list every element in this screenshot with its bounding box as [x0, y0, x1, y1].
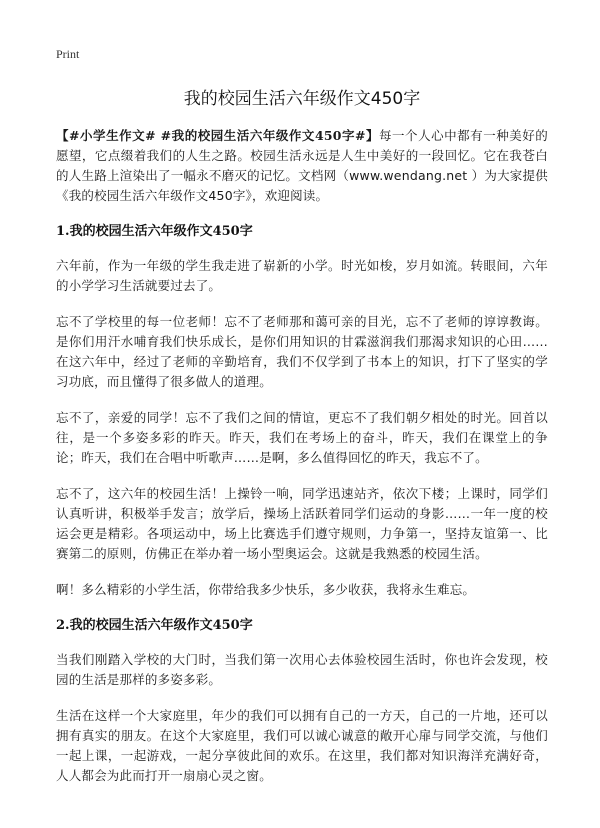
intro-paragraph: [56, 126, 548, 206]
section-2-heading: 2.我的校园生活六年级作文450字: [56, 618, 253, 633]
section-1-paragraph: 忘不了学校里的每一位老师！忘不了老师那和蔼可亲的目光，忘不了老师的谆谆教诲。是你们用汗水哺育我们快乐成长，是你们用知识的甘霖滋润我们那渴求知识的心田……在这六年中，经过了老师的辛勤培育，我们不仅学到了书本上的知识，打下了坚实的学习功底，而且懂得了很多做人的道理。: [56, 314, 548, 389]
section-1-paragraph: 忘不了，这六年的校园生活！上操铃一响，同学迅速站齐，依次下楼；上课时，同学们认真听讲，积极举手发言；放学后，操场上活跃着同学们运动的身影……一年一度的校运会更是精彩。各项运动中，场上比赛选手们遵守规则，力争第一，坚持友谊第一、比赛第二的原则，仿佛正在举办着一场小型奥运会。这就是我熟悉的校园生活。: [56, 486, 548, 561]
section-2-paragraph: 当我们刚踏入学校的大门时，当我们第一次用心去体验校园生活时，你也许会发现，校园的生活是那样的多姿多彩。: [56, 652, 548, 687]
section-2-paragraph: 生活在这样一个大家庭里，年少的我们可以拥有自己的一方天，自己的一片地，还可以拥有真实的朋友。在这个大家庭里，我们可以诚心诚意的敞开心扉与同学交流，与他们一起上课，一起游戏，一起分享彼此间的欢乐。在这里，我们都对知识海洋充满好奇，人人都会为此而打开一扇扇心灵之窗。: [56, 708, 548, 783]
document-title: 我的校园生活六年级作文450字: [183, 89, 421, 109]
section-1-paragraph: 六年前，作为一年级的学生我走进了崭新的小学。时光如梭，岁月如流。转眼间，六年的小学学习生活就要过去了。: [56, 258, 548, 293]
section-1-paragraph: 忘不了，亲爱的同学！忘不了我们之间的情谊，更忘不了我们朝夕相处的时光。回首以往，是一个多姿多彩的昨天。昨天，我们在考场上的奋斗，昨天，我们在课堂上的争论；昨天，我们在合唱中听歌声……是啊，多么值得回忆的昨天，我忘不了。: [56, 410, 548, 465]
intro-tags: 【#小学生作文# #我的校园生活六年级作文450字#】: [56, 128, 380, 143]
print-label: Print: [56, 47, 80, 61]
intro-text: 每一个人心中都有一种美好的愿望，它点缀着我们的人生之路。校园生活永远是人生中美好的一段回忆。它在我苍白的人生路上渲染出了一幅永不磨灭的记忆。文档网（www.wendang.net ）为大家提供《我的校园生活六年级作文450字》，欢迎阅读。: [56, 128, 548, 203]
section-1-heading: 1.我的校园生活六年级作文450字: [56, 224, 253, 239]
section-1-paragraph: 啊！多么精彩的小学生活，你带给我多少快乐，多少收获，我将永生难忘。: [56, 582, 476, 597]
